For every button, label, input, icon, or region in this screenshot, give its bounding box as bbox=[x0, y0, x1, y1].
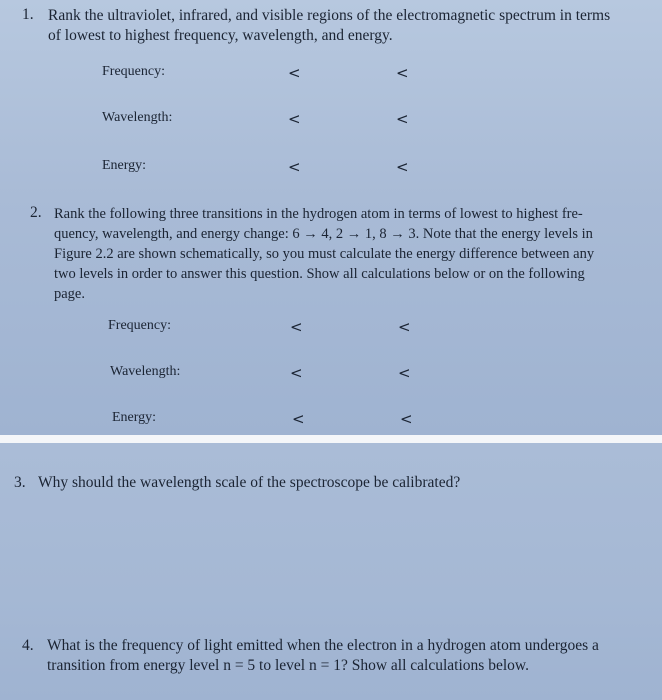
q1-wavelength-less-than-1: < bbox=[288, 110, 301, 128]
q2-energy-less-than-1: < bbox=[292, 410, 305, 428]
q2-wavelength-label: Wavelength: bbox=[110, 364, 181, 379]
worksheet-bottom-photo bbox=[0, 443, 662, 700]
q1-energy-less-than-2: < bbox=[396, 158, 409, 176]
q2-text-line4: two levels in order to answer this question. Show all calculations below or on the following bbox=[54, 266, 585, 282]
q1-wavelength-less-than-2: < bbox=[396, 110, 409, 128]
q2-energy-label: Energy: bbox=[112, 410, 157, 425]
q2-number: 2. bbox=[30, 204, 42, 221]
q1-number: 1. bbox=[22, 6, 34, 23]
q2-frequency-less-than-2: < bbox=[398, 318, 411, 336]
q2-text-line5: page. bbox=[54, 286, 85, 302]
q1-wavelength-label: Wavelength: bbox=[102, 110, 173, 125]
q4-text-line1: What is the frequency of light emitted when the electron in a hydrogen atom undergoes a bbox=[47, 637, 599, 654]
q1-energy-label: Energy: bbox=[102, 158, 147, 173]
q3-text: Why should the wavelength scale of the spectroscope be calibrated? bbox=[38, 474, 461, 491]
q1-text-line1: Rank the ultraviolet, infrared, and visible regions of the electromagnetic spectrum in terms bbox=[48, 7, 611, 24]
q2-wavelength-less-than-1: < bbox=[290, 364, 303, 382]
q3-number: 3. bbox=[14, 474, 26, 491]
q2-energy-less-than-2: < bbox=[400, 410, 413, 428]
q1-text-line2: of lowest to highest frequency, wavelength, and energy. bbox=[48, 27, 393, 44]
q1-frequency-label: Frequency: bbox=[102, 64, 165, 79]
q2-frequency-label: Frequency: bbox=[108, 318, 171, 333]
q2-wavelength-less-than-2: < bbox=[398, 364, 411, 382]
q1-frequency-less-than-1: < bbox=[288, 64, 301, 82]
photo-divider bbox=[0, 435, 662, 443]
q2-frequency-less-than-1: < bbox=[290, 318, 303, 336]
q4-text-line2: transition from energy level n = 5 to level n = 1? Show all calculations below. bbox=[47, 657, 529, 674]
q1-energy-less-than-1: < bbox=[288, 158, 301, 176]
q2-text-line2: quency, wavelength, and energy change: 6 → 4, 2 → 1, 8 → 3. Note that the energy levels in bbox=[54, 226, 593, 242]
q2-text-line3: Figure 2.2 are shown schematically, so you must calculate the energy difference between any bbox=[54, 246, 595, 262]
q4-number: 4. bbox=[22, 637, 34, 654]
q1-frequency-less-than-2: < bbox=[396, 64, 409, 82]
q2-text-line1: Rank the following three transitions in the hydrogen atom in terms of lowest to highest fre- bbox=[54, 206, 583, 222]
